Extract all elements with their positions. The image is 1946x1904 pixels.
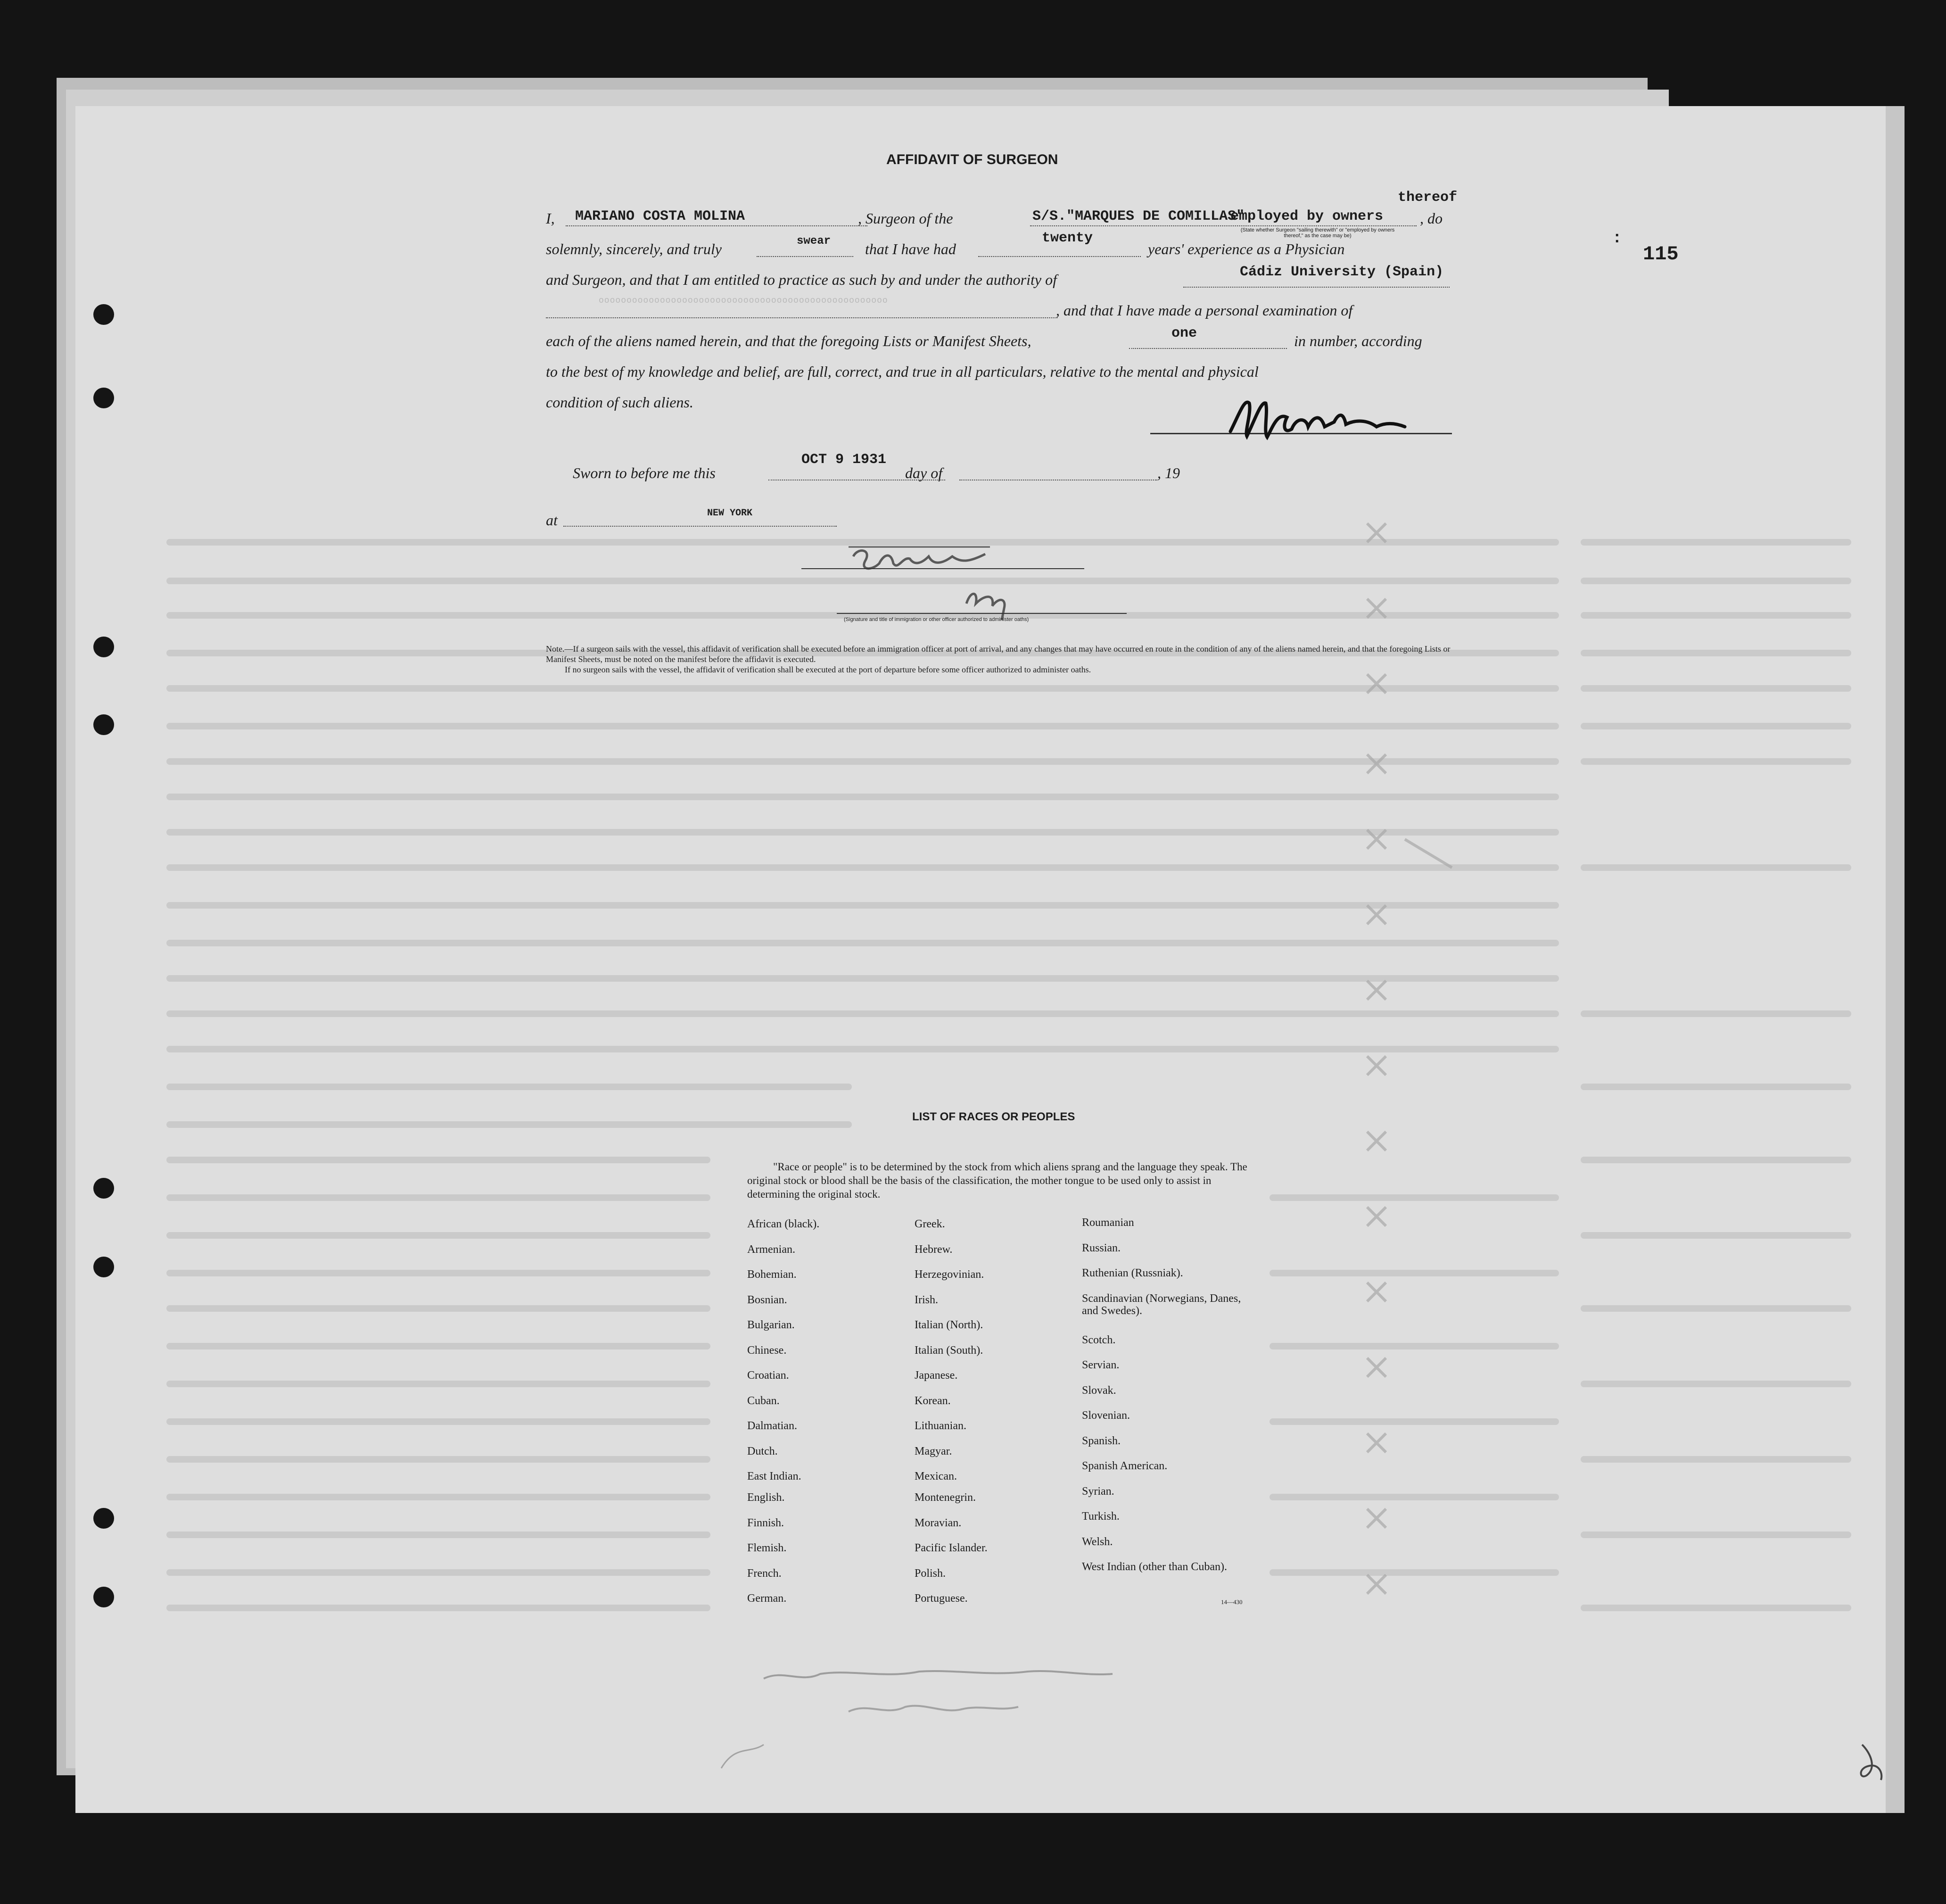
race-item: French. [747,1567,782,1580]
corner-mark [1853,1740,1890,1782]
place-stamp: NEW YORK [707,508,753,519]
struck-out-line: oooooooooooooooooooooooooooooooooooooooooooooooooooo [599,296,888,306]
surgeon-signature [1226,394,1414,450]
race-item: Armenian. [747,1243,795,1256]
authority: Cádiz University (Spain) [1240,264,1444,280]
race-item: Greek. [915,1218,945,1230]
affidavit-line1-mid: , Surgeon of the [858,210,953,227]
affidavit-line2-prefix: solemnly, sincerely, and truly [546,240,722,257]
oath-rule [757,256,853,257]
blank-rule [546,317,1057,318]
affidavit-line1-suffix: , do [1420,210,1443,227]
oath-word: swear [797,235,831,248]
sworn-prefix: Sworn to before me this [573,464,716,481]
race-item: Syrian. [1082,1485,1114,1498]
note-paragraph-2: If no surgeon sails with the vessel, the affidavit of verification shall be executed at the port of departure before some officer authorized to administer oaths. [565,665,1091,674]
races-column-1 [747,1218,903,1618]
race-item: Polish. [915,1567,946,1580]
race-item: Mexican. [915,1470,957,1482]
affidavit-line6: to the best of my knowledge and belief, are full, correct, and true in all particulars, relative to the mental and physical [546,363,1259,380]
race-item: Finnish. [747,1516,784,1529]
place-rule [563,526,837,527]
officer-signature [844,538,1070,622]
affidavit-title: AFFIDAVIT OF SURGEON [886,152,1058,167]
race-item: East Indian. [747,1470,801,1482]
race-item: Italian (South). [915,1344,983,1357]
vessel-name: S/S."MARQUES DE COMILLAS" [1032,208,1245,224]
handwritten-annotation [707,1650,1179,1773]
race-item: Welsh. [1082,1535,1113,1548]
affidavit-line3-prefix: and Surgeon, and that I am entitled to practice as such by and under the authority of [546,271,1057,288]
surgeon-name: MARIANO COSTA MOLINA [575,208,745,224]
place-prefix: at [546,512,558,529]
race-item: Bulgarian. [747,1319,795,1331]
race-item: Magyar. [915,1445,952,1457]
race-item: Slovenian. [1082,1409,1130,1422]
race-item: Pacific Islander. [915,1542,988,1554]
race-item: West Indian (other than Cuban). [1082,1561,1227,1573]
authority-rule [1183,287,1450,288]
affidavit-line2-mid: that I have had [865,240,956,257]
form-number: 14—430 [1221,1598,1243,1606]
vessel-rule [1030,225,1417,226]
race-item: Herzegovinian. [915,1268,984,1281]
race-item: African (black). [747,1218,820,1230]
races-intro: "Race or people" is to be determined by the stock from which aliens sprang and the language they speak. The original stock or blood shall be the basis of the classification, the mother tongue to be used only to assist in determining the original stock. [747,1161,1247,1200]
race-item: Scandinavian (Norwegians, Danes, and Swedes). [1082,1292,1241,1317]
race-item: Spanish American. [1082,1460,1168,1472]
years-experience: twenty [1042,230,1093,246]
race-item: Flemish. [747,1542,787,1554]
race-item: Slovak. [1082,1384,1116,1397]
signature-caption: (Signature and title of immigration or other officer authorized to administer oaths) [844,617,1029,622]
race-item: Bohemian. [747,1268,797,1281]
race-item: Scotch. [1082,1333,1116,1346]
sheet-count: one [1171,325,1197,341]
sheets-rule [1129,348,1287,349]
affidavit-line2-suffix: years' experience as a Physician [1148,240,1345,257]
check-mark: : [1612,230,1622,248]
race-item: Dutch. [747,1445,778,1457]
officer-signature-line-1 [801,568,1084,569]
page-number: 115 [1643,243,1679,265]
officer-signature-line-2 [837,613,1127,614]
race-item: Chinese. [747,1344,787,1357]
race-item: Lithuanian. [915,1420,966,1432]
years-rule [978,256,1141,257]
races-column-3 [1082,1217,1252,1586]
race-item: Japanese. [915,1369,958,1382]
race-item: Roumanian [1082,1217,1134,1229]
race-item: Korean. [915,1394,951,1407]
race-item: English. [747,1491,785,1504]
races-list-title: LIST OF RACES OR PEOPLES [912,1110,1075,1123]
sworn-year: , 19 [1157,464,1180,481]
sworn-mid: day of [905,464,943,481]
affidavit-line5-prefix: each of the aliens named herein, and that the foregoing Lists or Manifest Sheets, [546,332,1031,349]
affidavit-line7: condition of such aliens. [546,394,693,411]
employment-tail: thereof [1398,190,1458,206]
race-item: Cuban. [747,1394,780,1407]
race-item: Servian. [1082,1359,1120,1371]
races-column-2 [915,1218,1084,1618]
affidavit-line4-suffix: , and that I have made a personal examination of [1056,302,1353,319]
sworn-date-stamp: OCT 9 1931 [801,452,887,468]
race-item: Dalmatian. [747,1420,797,1432]
race-item: Portuguese. [915,1592,968,1605]
race-item: Croatian. [747,1369,789,1382]
affidavit-line1-prefix: I, [546,210,555,227]
affidavit-line5-suffix: in number, according [1294,332,1422,349]
race-item: Italian (North). [915,1319,983,1331]
race-item: Russian. [1082,1242,1121,1254]
affidavit-note [546,644,1451,675]
name-rule [566,225,867,226]
race-item: Ruthenian (Russniak). [1082,1267,1183,1279]
race-item: Moravian. [915,1516,962,1529]
race-item: German. [747,1592,787,1605]
race-item: Montenegrin. [915,1491,976,1504]
race-item: Turkish. [1082,1510,1120,1523]
employment-note: (State whether Surgeon "sailing therewith" or "employed by owners thereof," as the case may be) [1240,227,1395,239]
note-paragraph-1: Note.—If a surgeon sails with the vessel, this affidavit of verification shall be executed before an immigration officer at port of arrival, and any changes that may have occurred en route in the condition of any of the aliens named herein, and that the foregoing Lists or Manifest Sheets, must be noted on the manifest before the affidavit is executed. [546,644,1451,664]
race-item: Spanish. [1082,1434,1121,1447]
race-item: Irish. [915,1293,938,1306]
race-item: Bosnian. [747,1293,787,1306]
race-item: Hebrew. [915,1243,953,1256]
employment-status: employed by owners [1230,208,1384,224]
